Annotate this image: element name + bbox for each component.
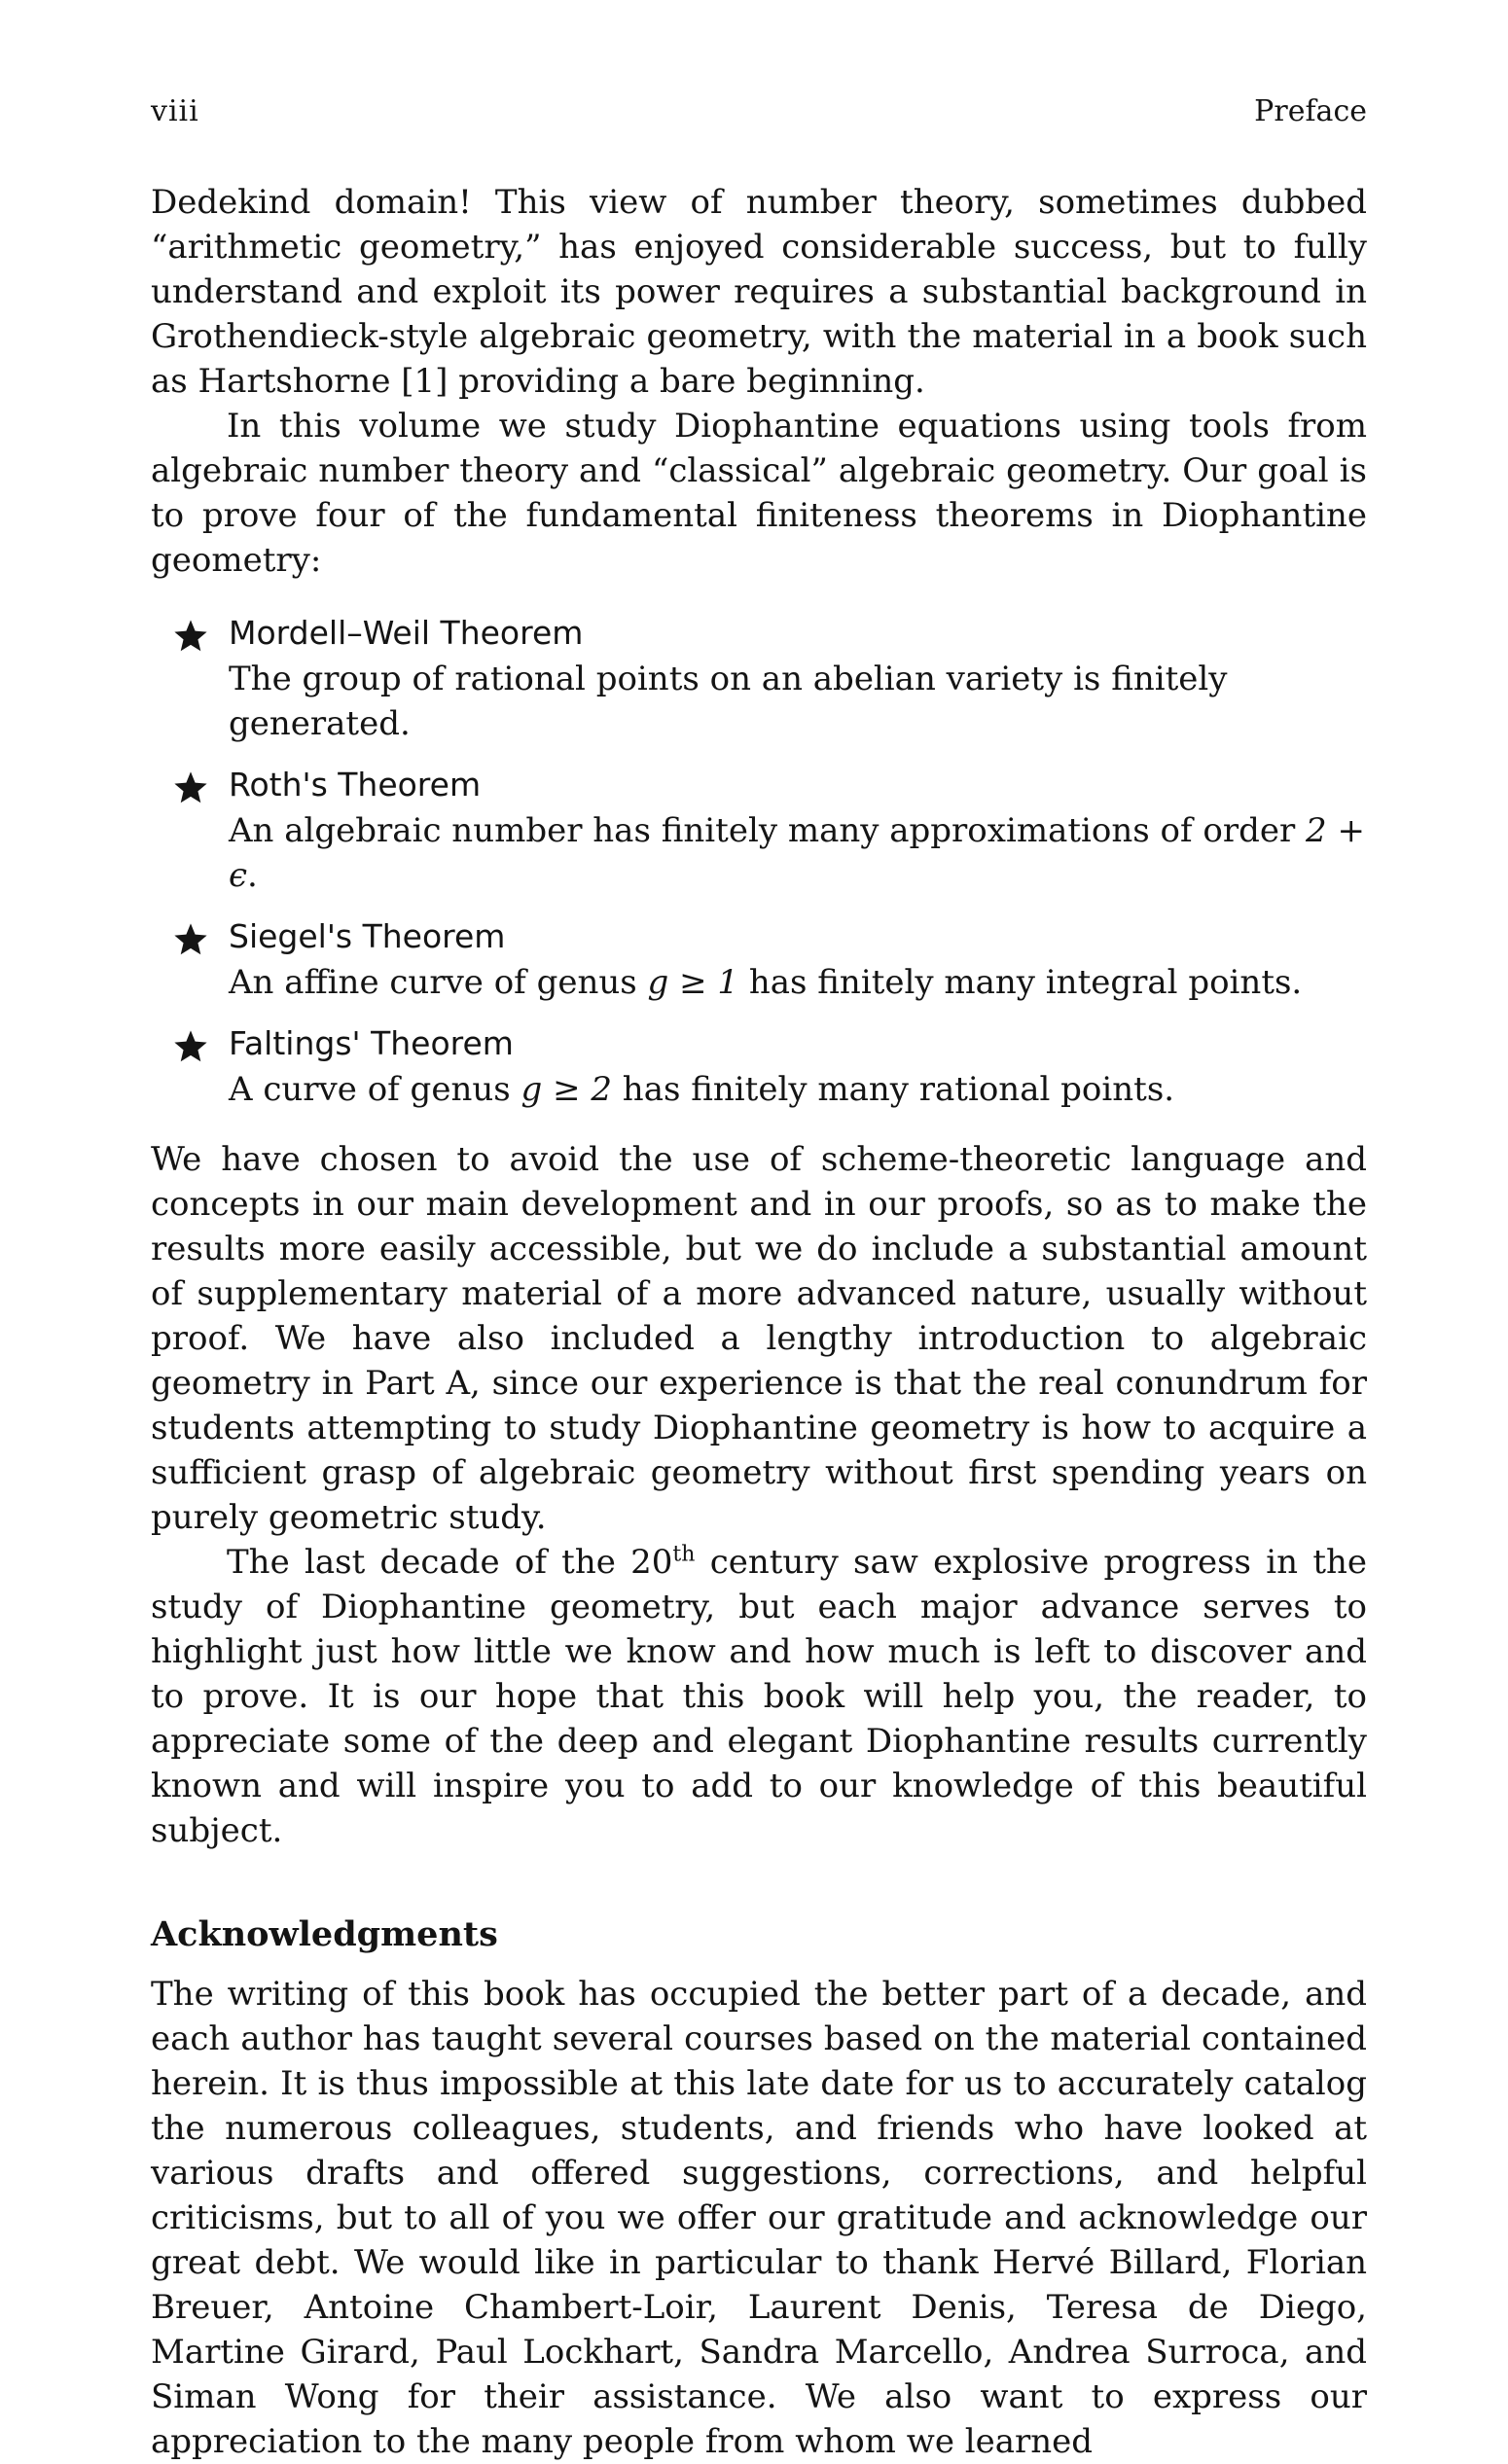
star-icon bbox=[172, 769, 209, 806]
theorem-statement bbox=[229, 808, 1367, 898]
superscript: th bbox=[672, 1542, 696, 1567]
statement-text: has finitely many rational points. bbox=[612, 1070, 1175, 1109]
statement-text: has finitely many integral points. bbox=[738, 963, 1303, 1002]
theorem-item-roth bbox=[151, 762, 1367, 898]
star-icon bbox=[172, 618, 209, 655]
theorem-name: Roth's Theorem bbox=[229, 766, 482, 803]
paragraph-approach: We have chosen to avoid the use of scheme-theoretic language and concepts in our main development and in our proofs, so as to make the results more easily accessible, but we do include a substantial amount of supplementary material of a more advanced nature, usually without proof. We have also included a lengthy introduction to algebraic geometry in Part A, since our experience is that the real conundrum for students attempting to study Diophantine geometry is how to acquire a sufficient grasp of algebraic geometry without first spending years on purely geometric study. bbox=[151, 1140, 1367, 1537]
theorem-name: Siegel's Theorem bbox=[229, 917, 506, 955]
theorem-item-siegel bbox=[151, 913, 1367, 1005]
statement-text: A curve of genus bbox=[229, 1070, 521, 1109]
page-number: viii bbox=[151, 94, 199, 128]
star-icon bbox=[172, 921, 209, 958]
math-expression: 2 + ϵ bbox=[229, 811, 1365, 895]
statement-text: An algebraic number has finitely many approximations of order bbox=[229, 811, 1307, 850]
book-page bbox=[151, 92, 1367, 2464]
section-heading-acknowledgments: Acknowledgments bbox=[151, 1914, 498, 1954]
paragraph-outlook bbox=[151, 1540, 1367, 1853]
paragraph-intro-continued: Dedekind domain! This view of number theory, sometimes dubbed “arithmetic geometry,” has enjoyed considerable success, but to fully understand and exploit its power requires a substantial background in Grothendieck-style algebraic geometry, with the material in a book such as Hartshorne [1] providing a bare beginning. bbox=[151, 183, 1367, 401]
paragraph-acknowledgments: The writing of this book has occupied the better part of a decade, and each author has taught several courses based on the material contained herein. It is thus impossible at this late date for us to accurately catalog the numerous colleagues, students, and friends who have looked at various drafts and offered suggestions, corrections, and helpful criticisms, but to all of you we offer our gratitude and acknowledge our great debt. We would like in particular to thank Hervé Billard, Florian Breuer, Antoine Chambert-Loir, Laurent Denis, Teresa de Diego, Martine Girard, Paul Lockhart, Sandra Marcello, Andrea Surroca, and Siman Wong for their assistance. We also want to express our appreciation to the many people from whom we learned bbox=[151, 1975, 1367, 2461]
math-expression: g ≥ 2 bbox=[521, 1070, 612, 1109]
theorem-statement bbox=[229, 960, 1367, 1005]
paragraph-text: The last decade of the 20 bbox=[227, 1543, 673, 1582]
theorem-item-faltings bbox=[151, 1020, 1367, 1112]
theorem-statement: The group of rational points on an abelian variety is finitely generated. bbox=[229, 660, 1228, 743]
running-title: Preface bbox=[1254, 94, 1367, 128]
theorem-statement bbox=[229, 1067, 1367, 1112]
theorem-item-mordell-weil bbox=[151, 610, 1367, 746]
paragraph-goal: In this volume we study Diophantine equations using tools from algebraic number theory and “classical” algebraic geometry. Our goal is to prove four of the fundamental finiteness theorems in Diophantine geometry: bbox=[151, 407, 1367, 580]
star-icon bbox=[172, 1028, 209, 1065]
math-expression: g ≥ 1 bbox=[647, 963, 739, 1002]
paragraph-text: century saw explosive progress in the study of Diophantine geometry, but each major advance serves to highlight just how little we know and how much is left to discover and to prove. It is our hope that this book will help you, the reader, to appreciate some of the deep and elegant Diophantine results currently known and will inspire you to add to our knowledge of this beautiful subject. bbox=[151, 1543, 1367, 1850]
statement-text: . bbox=[247, 856, 258, 895]
theorem-name: Faltings' Theorem bbox=[229, 1024, 514, 1062]
running-header bbox=[151, 92, 1367, 131]
statement-text: An affine curve of genus bbox=[229, 963, 648, 1002]
theorem-name: Mordell–Weil Theorem bbox=[229, 614, 584, 652]
theorem-list bbox=[151, 610, 1367, 1112]
